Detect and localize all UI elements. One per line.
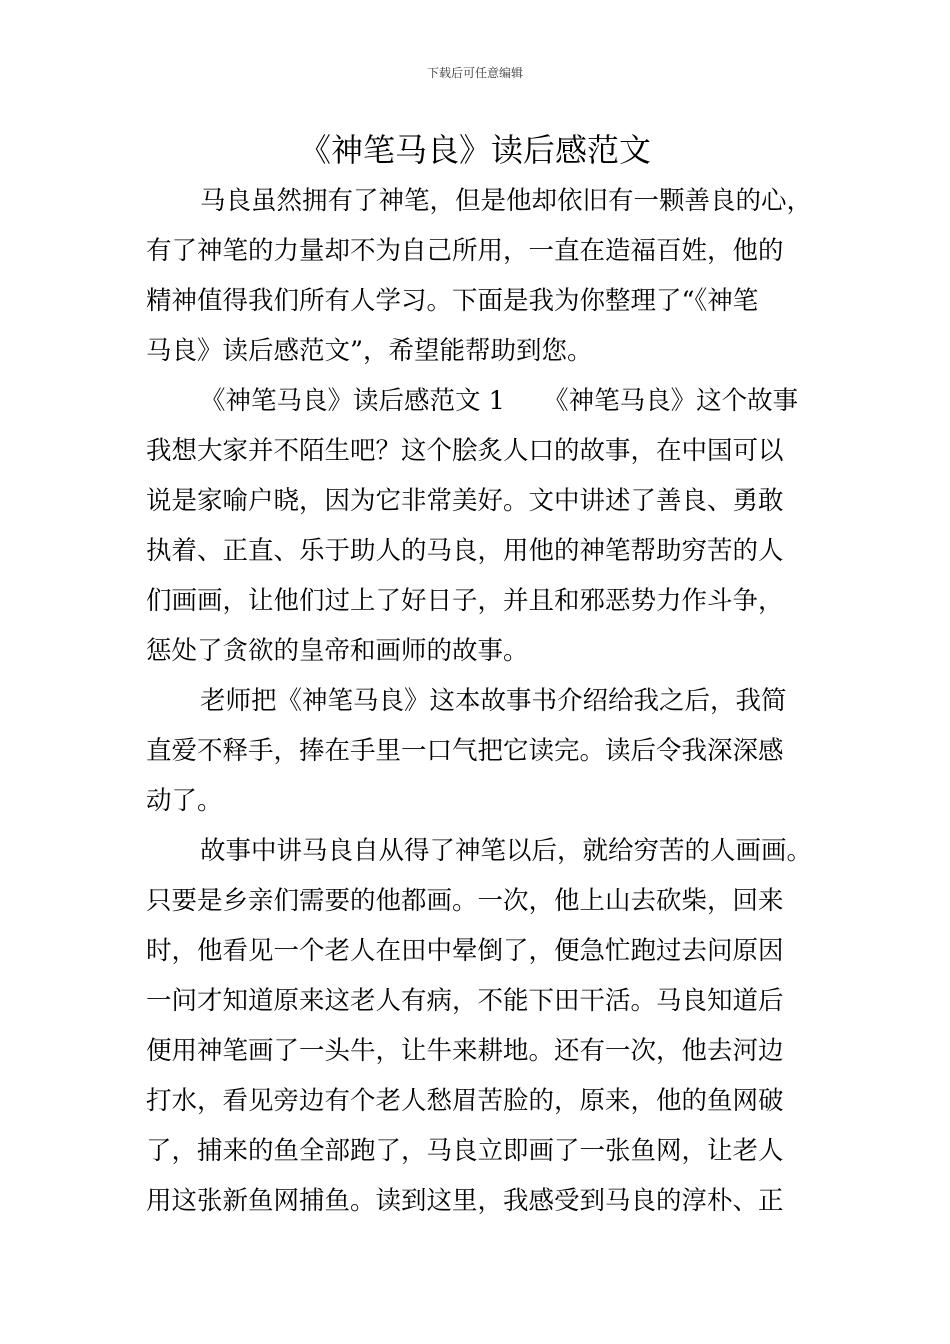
text-line: 马良虽然拥有了神笔，但是他却依旧有一颗善良的心， [200,186,813,216]
text-line: 有了神笔的力量却不为自己所用，一直在造福百姓，他的 [146,236,784,266]
text-line: 精神值得我们所有人学习。下面是我为你整理了“《神笔 [146,286,759,316]
text-line: 直爱不释手，捧在手里一口气把它读完。读后令我深深感 [146,736,784,766]
text-line: 只要是乡亲们需要的他都画。一次，他上山去砍柴，回来 [146,886,784,916]
text-line: 打水，看见旁边有个老人愁眉苦脸的，原来，他的鱼网破 [146,1086,784,1116]
text-line: 马良》读后感范文”，希望能帮助到您。 [146,336,593,366]
text-line: 一问才知道原来这老人有病，不能下田干活。马良知道后 [146,986,784,1016]
text-line: 我想大家并不陌生吧？这个脍炙人口的故事，在中国可以 [146,436,784,466]
text-line: 《神笔马良》读后感范文 1 《神笔马良》这个故事 [200,386,799,416]
text-line: 说是家喻户晓，因为它非常美好。文中讲述了善良、勇敢 [146,486,784,516]
text-line: 执着、正直、乐于助人的马良，用他的神笔帮助穷苦的人 [146,536,784,566]
text-line: 们画画，让他们过上了好日子，并且和邪恶势力作斗争， [146,586,784,616]
text-line: 时，他看见一个老人在田中晕倒了，便急忙跑过去问原因 [146,936,784,966]
text-line: 用这张新鱼网捕鱼。读到这里，我感受到马良的淳朴、正 [146,1186,784,1216]
document-title: 《神笔马良》读后感范文 [298,131,651,169]
text-line: 动了。 [146,786,223,816]
text-line: 老师把《神笔马良》这本故事书介绍给我之后，我简 [200,686,787,716]
page-header-note: 下载后可任意编辑 [426,66,523,80]
document-body [146,176,836,1226]
text-line: 惩处了贪欲的皇帝和画师的故事。 [146,636,529,666]
text-line: 了，捕来的鱼全部跑了，马良立即画了一张鱼网，让老人 [146,1136,784,1166]
text-line: 故事中讲马良自从得了神笔以后，就给穷苦的人画画。 [200,836,813,866]
text-line: 便用神笔画了一头牛，让牛来耕地。还有一次，他去河边 [146,1036,784,1066]
